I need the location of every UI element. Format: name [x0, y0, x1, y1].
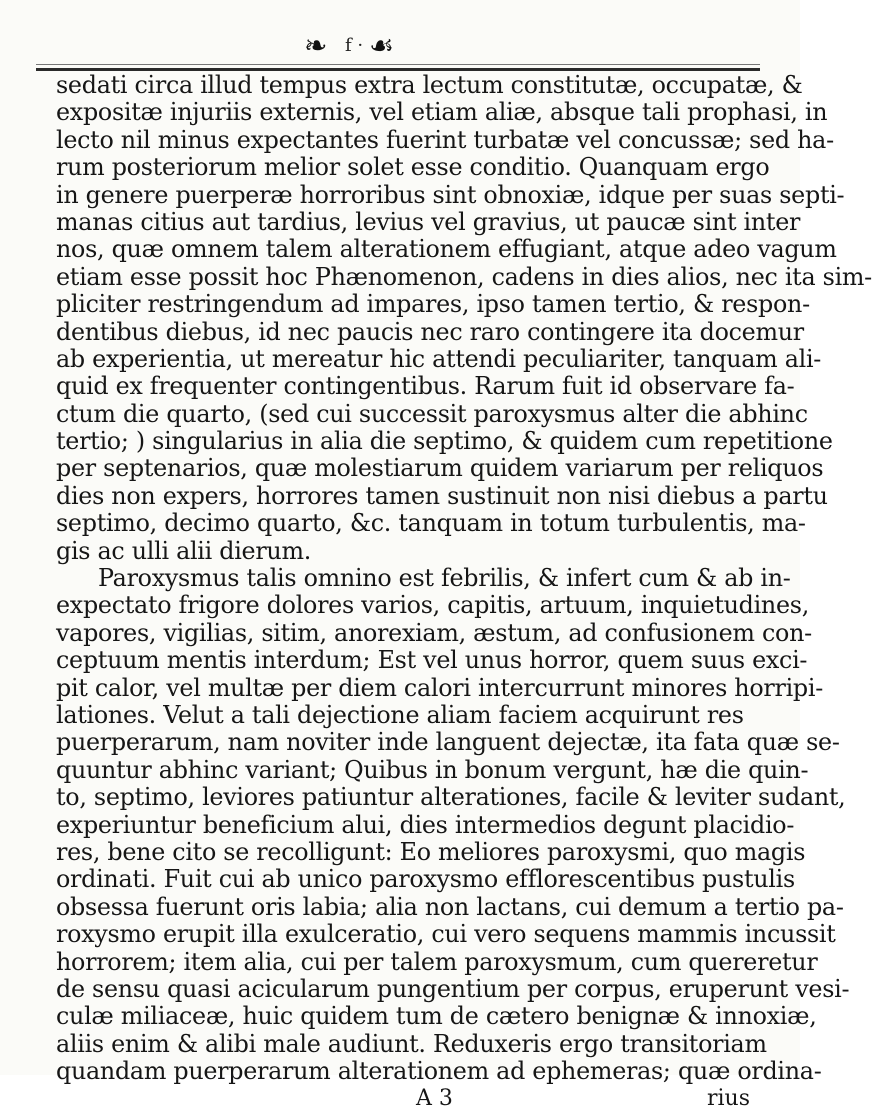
- text-line: gis ac ulli alii dierum.: [56, 536, 312, 565]
- text-line: nos, quæ omnem talem alterationem effugiant, atque adeo vagum: [56, 235, 837, 264]
- text-line: roxysmo erupit illa exulceratio, cui vero sequens mammis incussit: [56, 920, 836, 949]
- text-line: puerperarum, nam noviter inde languent dejectæ, ita fata quæ se-: [56, 728, 840, 757]
- text-line: quandam puerperarum alterationem ad ephemeras; quæ ordina-: [56, 1057, 822, 1086]
- text-line: pit calor, vel multæ per diem calori intercurrunt minores horripi-: [56, 673, 823, 702]
- text-line: in genere puerperæ horroribus sint obnoxiæ, idque per suas septi-: [56, 180, 845, 209]
- text-line: lecto nil minus expectantes fuerint turbatæ vel concussæ; sed ha-: [56, 125, 834, 154]
- text-line: per septenarios, quæ molestiarum quidem variarum per reliquos: [56, 454, 824, 483]
- text-line: to, septimo, leviores patiuntur alterationes, facile & leviter sudant,: [56, 783, 846, 812]
- text-line: res, bene cito se recolligunt: Eo meliores paroxysmi, quo magis: [56, 837, 806, 866]
- text-line: horrorem; item alia, cui per talem paroxysmum, cum quereretur: [56, 947, 818, 976]
- header-ornament: [36, 10, 760, 70]
- page-footer: [56, 1085, 764, 1112]
- text-line: de sensu quasi acicularum pungentium per corpus, eruperunt vesi-: [56, 974, 850, 1003]
- text-line: vapores, vigilias, sitim, anorexiam, æstum, ad confusionem con-: [56, 618, 812, 647]
- text-line: etiam esse possit hoc Phænomenon, cadens in dies alios, nec ita sim-: [56, 262, 872, 291]
- text-line: dentibus diebus, id nec paucis nec raro contingere ita docemur: [56, 317, 804, 346]
- text-line: quuntur abhinc variant; Quibus in bonum vergunt, hæ die quin-: [56, 755, 809, 784]
- text-line: ab experientia, ut mereatur hic attendi peculiariter, tanquam ali-: [56, 344, 822, 373]
- text-line: aliis enim & alibi male audiunt. Reduxeris ergo transitoriam: [56, 1029, 767, 1058]
- text-line: sedati circa illud tempus extra lectum constitutæ, occupatæ, &: [56, 71, 803, 99]
- text-line: rum posteriorum melior solet esse conditio. Quanquam ergo: [56, 153, 770, 182]
- fleuron-left-icon: ❧: [304, 29, 328, 62]
- text-line: septimo, decimo quarto, &c. tanquam in totum turbulentis, ma-: [56, 509, 806, 538]
- text-line: expectato frigore dolores varios, capitis, artuum, inquietudines,: [56, 591, 810, 620]
- fleuron-right-icon: ☙: [369, 29, 395, 62]
- text-line: pliciter restringendum ad impares, ipso tamen tertio, & respon-: [56, 290, 810, 319]
- text-line: manas citius aut tardius, levius vel gravius, ut paucæ sint inter: [56, 207, 801, 236]
- text-line: tertio; ) singularius in alia die septimo, & quidem cum repetitione: [56, 427, 833, 456]
- header-rule-thin: [36, 64, 760, 65]
- paragraph-start-line: Paroxysmus talis omnino est febrilis, & infert cum & ab in-: [98, 564, 791, 593]
- header-ornament-text: f ·: [345, 35, 364, 56]
- text-line: ctum die quarto, (sed cui successit paroxysmus alter die abhinc: [56, 399, 808, 428]
- text-line: ceptuum mentis interdum; Est vel unus horror, quem suus exci-: [56, 646, 808, 675]
- body-text: [56, 71, 872, 1112]
- text-line: ordinati. Fuit cui ab unico paroxysmo efflorescentibus pustulis: [56, 865, 795, 894]
- text-line: obsessa fuerunt oris labia; alia non lactans, cui demum a tertio pa-: [56, 892, 844, 921]
- text-line: experiuntur beneficium alui, dies intermedios degunt placidio-: [56, 810, 795, 839]
- text-line: quid ex frequenter contingentibus. Rarum fuit id observare fa-: [56, 372, 795, 401]
- catchword: rius: [706, 1086, 750, 1112]
- signature-mark: A 3: [416, 1086, 453, 1112]
- text-line: expositæ injuriis externis, vel etiam aliæ, absque tali prophasi, in: [56, 98, 828, 127]
- text-line: dies non expers, horrores tamen sustinuit non nisi diebus a partu: [56, 481, 828, 510]
- text-line: lationes. Velut a tali dejectione aliam faciem acquirunt res: [56, 700, 744, 729]
- text-line: culæ miliaceæ, huic quidem tum de cætero benignæ & innoxiæ,: [56, 1002, 817, 1031]
